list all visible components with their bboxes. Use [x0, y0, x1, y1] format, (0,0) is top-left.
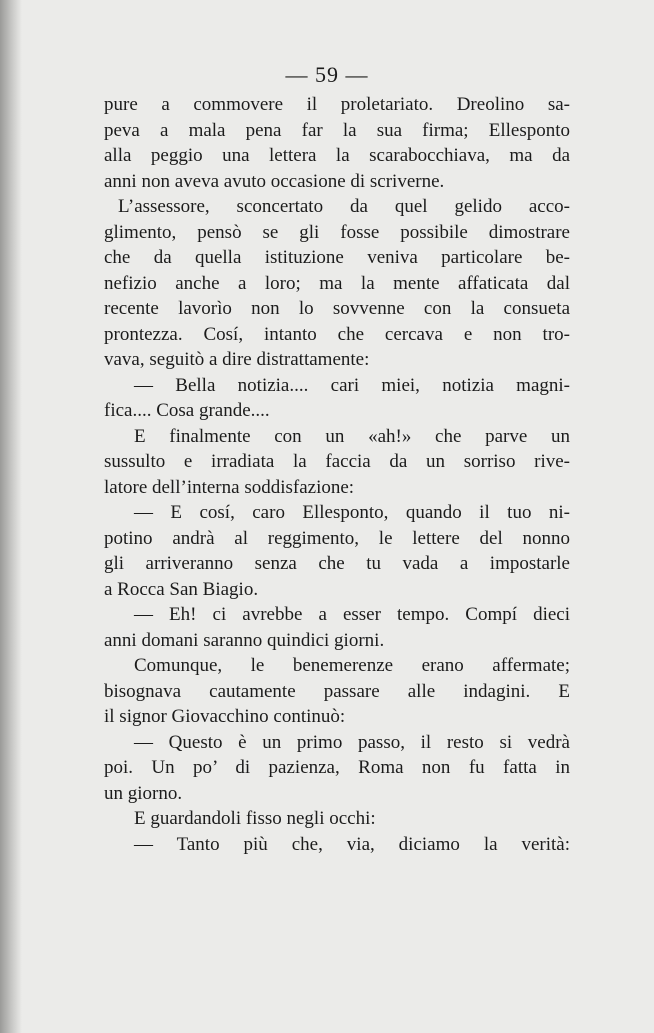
text-line: E guardandoli fisso negli occhi:: [134, 808, 376, 829]
text-line: poi. Un po’ di pazienza, Roma non fu fatta in: [104, 757, 570, 778]
text-line: — Eh! ci avrebbe a esser tempo. Compí dieci: [134, 604, 570, 625]
text-line: glimento, pensò se gli fosse possibile dimostrare: [104, 221, 570, 243]
text-line: latore dell’interna soddisfazione:: [104, 476, 355, 498]
page-number: — 59 —: [285, 62, 369, 87]
text-line: pure a commovere il proletariato. Dreolino sa-: [104, 94, 570, 115]
text-line: — Tanto più che, via, diciamo la verità:: [134, 833, 570, 855]
text-line: nefizio anche a loro; ma la mente affaticata dal: [104, 272, 570, 294]
text-line: il signor Giovacchino continuò:: [104, 706, 346, 727]
page-binding-shadow: [0, 0, 22, 1033]
text-line: recente lavorìo non lo sovvenne con la consueta: [104, 298, 570, 319]
text-line: un giorno.: [104, 782, 183, 804]
text-line: L’assessore, sconcertato da quel gelido acco-: [118, 196, 570, 217]
text-line: E finalmente con un «ah!» che parve un: [134, 425, 570, 447]
text-line: anni domani saranno quindici giorni.: [104, 629, 385, 651]
text-line: anni non aveva avuto occasione di scriverne.: [104, 170, 445, 192]
text-line: — Bella notizia.... cari miei, notizia magni-: [134, 374, 570, 396]
text-line: che da quella istituzione veniva particolare be-: [104, 247, 570, 268]
text-line: peva a mala pena far la sua firma; Ellesponto: [104, 119, 570, 141]
text-line: alla peggio una lettera la scarabocchiava, ma da: [104, 145, 570, 166]
text-line: — Questo è un primo passo, il resto si vedrà: [134, 731, 570, 753]
text-line: — E cosí, caro Ellesponto, quando il tuo ni-: [134, 502, 570, 523]
text-line: gli arriveranno senza che tu vada a impostarle: [104, 553, 570, 574]
text-line: potino andrà al reggimento, le lettere del nonno: [104, 527, 570, 549]
body-text: [104, 92, 570, 857]
text-line: prontezza. Cosí, intanto che cercava e non tro-: [104, 323, 570, 345]
text-line: Comunque, le benemerenze erano affermate;: [134, 655, 570, 676]
text-line: vava, seguitò a dire distrattamente:: [104, 349, 370, 370]
text-line: a Rocca San Biagio.: [104, 578, 259, 600]
text-line: fica.... Cosa grande....: [104, 400, 270, 421]
text-line: bisognava cautamente passare alle indagini. E: [104, 680, 570, 702]
text-line: sussulto e irradiata la faccia da un sorriso rive-: [104, 451, 570, 472]
